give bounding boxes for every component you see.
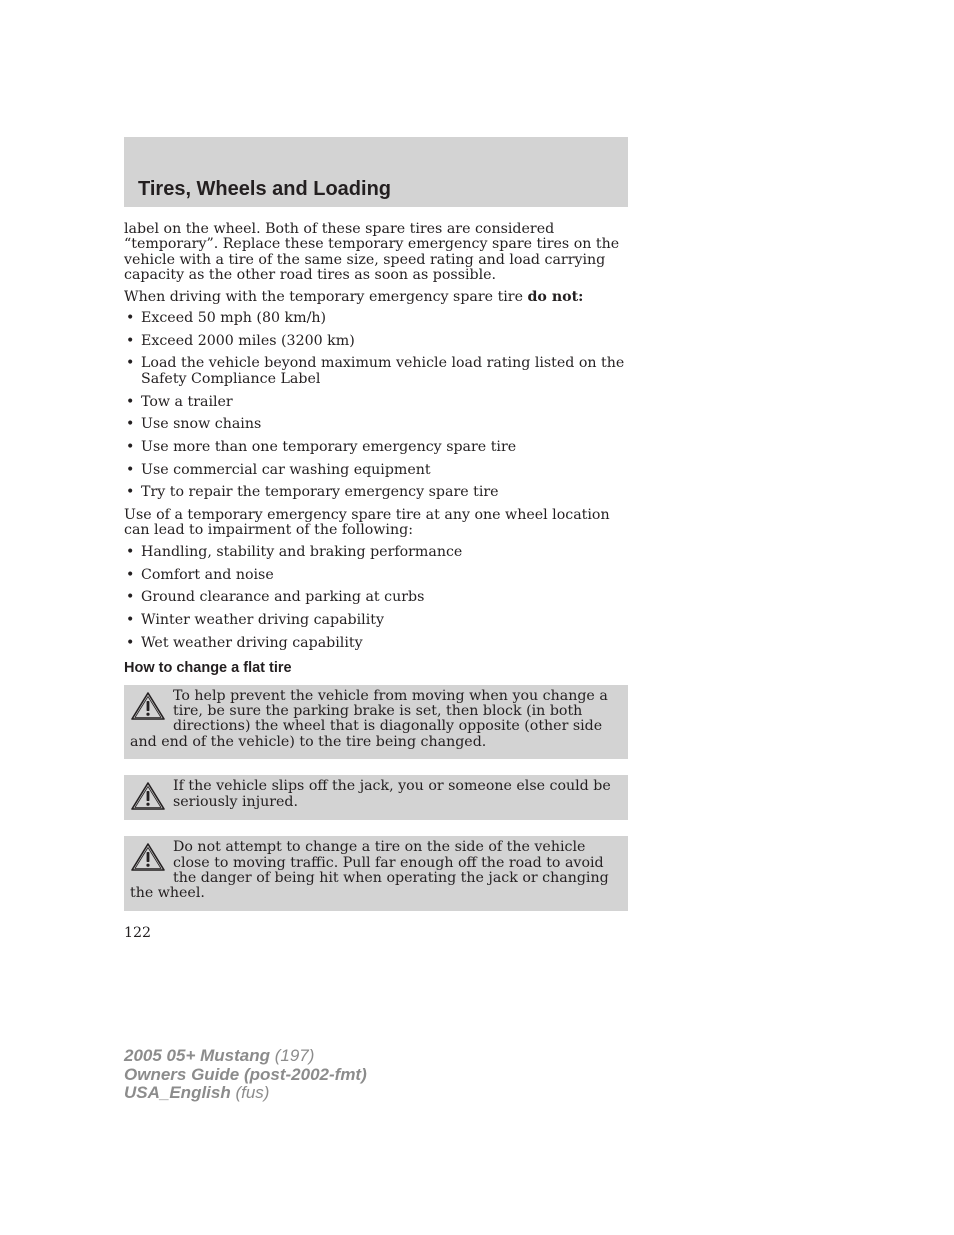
list-item-text: Use commercial car washing equipment [141, 461, 431, 478]
list-item [124, 417, 628, 432]
bullet: • [126, 589, 135, 606]
list-item [124, 311, 628, 326]
footer-language: USA_English [124, 1083, 231, 1102]
bullet: • [126, 484, 135, 501]
warning-text: To help prevent the vehicle from moving when you change a tire, be sure the parking brake is set, then block (in both directions) the wheel that is diagonally opposite (other side and end of the vehicle) to the tire being changed. [130, 687, 608, 750]
list-item [124, 440, 628, 455]
list-item [124, 636, 628, 651]
list-item-text: Load the vehicle beyond maximum vehicle load rating listed on the Safety Compliance Label [141, 355, 625, 387]
list-item [124, 613, 628, 628]
bullet: • [126, 461, 135, 478]
bullet: • [126, 438, 135, 455]
list-item [124, 334, 628, 349]
warning-text: If the vehicle slips off the jack, you or someone else could be seriously injured. [173, 778, 611, 810]
list-item [124, 463, 628, 478]
bullet: • [126, 332, 135, 349]
intro-paragraph: label on the wheel. Both of these spare tires are considered “temporary”. Replace these temporary emergency spare tires on the vehicle with a tire of the same size, speed rating and load carrying capacity as the other road tires as soon as possible. [124, 221, 620, 284]
list-item-text: Use more than one temporary emergency spare tire [141, 438, 517, 455]
list-item [124, 568, 628, 583]
list-item-text: Wet weather driving capability [141, 634, 363, 651]
list-item [124, 356, 628, 387]
section-header-band [124, 137, 628, 207]
list-item-text: Ground clearance and parking at curbs [141, 589, 425, 606]
bullet: • [126, 310, 135, 327]
bullet: • [126, 355, 135, 372]
footer-line [124, 1047, 367, 1066]
warning-text: Do not attempt to change a tire on the side of the vehicle close to moving traffic. Pull far enough off the road to avoid the danger of being hit when operating the jack or changing the wheel. [130, 839, 609, 902]
warning-box [124, 685, 628, 760]
list-item [124, 485, 628, 500]
list-item-text: Tow a trailer [141, 393, 233, 410]
section-heading: How to change a flat tire [124, 660, 292, 677]
footer-guide: Owners Guide (post-2002-fmt) [124, 1064, 367, 1084]
do-not-intro: When driving with the temporary emergency spare tire [124, 288, 528, 305]
footer-line [124, 1084, 367, 1103]
do-not-paragraph [124, 290, 628, 305]
impairment-paragraph: Use of a temporary emergency spare tire at any one wheel location can lead to impairment of the following: [124, 507, 610, 539]
footer-line [124, 1066, 367, 1085]
bullet: • [126, 543, 135, 560]
bullet: • [126, 416, 135, 433]
warning-box [124, 836, 628, 911]
list-item-text: Exceed 2000 miles (3200 km) [141, 332, 355, 349]
list-item [124, 395, 628, 410]
footer-model: 2005 05+ Mustang [124, 1046, 270, 1065]
footer-model-code: (197) [270, 1046, 315, 1065]
list-item-text: Handling, stability and braking performance [141, 543, 463, 560]
warning-triangle-icon [130, 691, 166, 721]
list-item [124, 590, 628, 605]
list-item-text: Use snow chains [141, 416, 262, 433]
do-not-list [124, 311, 628, 501]
bullet: • [126, 566, 135, 583]
warning-triangle-icon [130, 842, 166, 872]
list-item-text: Winter weather driving capability [141, 611, 384, 628]
list-item [124, 545, 628, 560]
warning-triangle-icon [130, 781, 166, 811]
bullet: • [126, 634, 135, 651]
bullet: • [126, 393, 135, 410]
page-number: 122 [124, 925, 152, 941]
impairment-list [124, 545, 628, 651]
page-content [124, 222, 628, 927]
section-title: Tires, Wheels and Loading [138, 178, 392, 200]
do-not-emphasis: do not: [527, 288, 584, 305]
warning-box [124, 775, 628, 820]
list-item-text: Try to repair the temporary emergency spare tire [141, 484, 499, 501]
footer-language-code: (fus) [230, 1083, 270, 1102]
document-footer [124, 1047, 367, 1103]
bullet: • [126, 611, 135, 628]
list-item-text: Exceed 50 mph (80 km/h) [141, 310, 327, 327]
list-item-text: Comfort and noise [141, 566, 274, 583]
